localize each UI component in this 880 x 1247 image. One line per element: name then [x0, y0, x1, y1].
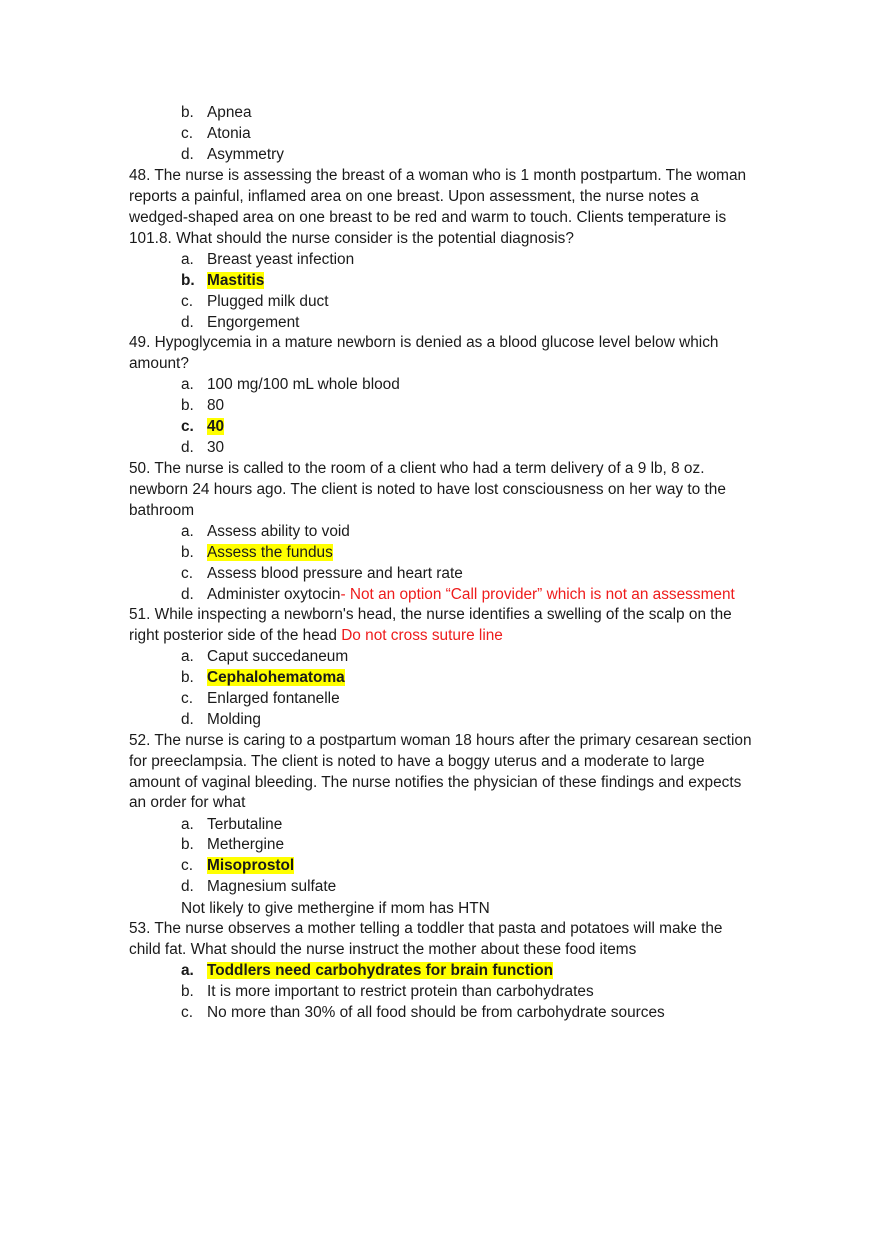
q49-option-b: b. 80 [181, 397, 225, 414]
q52-option-c-correct: c. Misoprostol [181, 857, 295, 874]
question-52-line-2: for preeclampsia. The client is noted to have a boggy uterus and a moderate to large [129, 753, 705, 770]
question-52-line-1: 52. The nurse is caring to a postpartum woman 18 hours after the primary cesarean section [129, 732, 752, 749]
question-48-line-3: wedged-shaped area on one breast to be red and warm to touch. Clients temperature is [129, 209, 727, 226]
answer-highlight: Assess the fundus [207, 544, 333, 561]
q52-option-d: d. Magnesium sulfate [181, 878, 337, 895]
answer-highlight: Mastitis [207, 272, 265, 289]
q53-option-a-correct: a. Toddlers need carbohydrates for brain function [181, 962, 554, 979]
answer-highlight: Cephalohematoma [207, 669, 345, 686]
q48-option-b-correct: b. Mastitis [181, 272, 265, 289]
q50-option-c: c. Assess blood pressure and heart rate [181, 565, 463, 582]
question-50-line-1: 50. The nurse is called to the room of a client who had a term delivery of a 9 lb, 8 oz. [129, 460, 705, 477]
q52-option-a: a. Terbutaline [181, 816, 283, 833]
q49-option-c-correct: c. 40 [181, 418, 225, 435]
answer-highlight: 40 [207, 418, 225, 435]
question-53-line-2: child fat. What should the nurse instruct the mother about these food items [129, 941, 637, 958]
answer-highlight: Misoprostol [207, 857, 295, 874]
option-c: c. Atonia [181, 125, 251, 142]
q48-option-a: a. Breast yeast infection [181, 251, 355, 268]
question-51-line-1: 51. While inspecting a newborn's head, the nurse identifies a swelling of the scalp on the [129, 606, 732, 623]
q48-option-d: d. Engorgement [181, 314, 300, 331]
q51-option-c: c. Enlarged fontanelle [181, 690, 340, 707]
question-49-line-1: 49. Hypoglycemia in a mature newborn is denied as a blood glucose level below which [129, 334, 719, 351]
q50-option-d: d. Administer oxytocin- Not an option “Call provider” which is not an assessment [181, 586, 735, 603]
q52-note: Not likely to give methergine if mom has HTN [181, 900, 490, 917]
question-52-line-3: amount of vaginal bleeding. The nurse notifies the physician of these findings and expects [129, 774, 742, 791]
q51-option-d: d. Molding [181, 711, 261, 728]
option-b: b. Apnea [181, 104, 252, 121]
question-48-line-1: 48. The nurse is assessing the breast of a woman who is 1 month postpartum. The woman [129, 167, 747, 184]
q48-option-c: c. Plugged milk duct [181, 293, 329, 310]
q49-option-a: a. 100 mg/100 mL whole blood [181, 376, 400, 393]
question-53-line-1: 53. The nurse observes a mother telling a toddler that pasta and potatoes will make the [129, 920, 723, 937]
question-50-line-3: bathroom [129, 502, 195, 519]
q53-option-b: b. It is more important to restrict protein than carbohydrates [181, 983, 594, 1000]
q53-option-c: c. No more than 30% of all food should be from carbohydrate sources [181, 1004, 665, 1021]
question-48-line-4: 101.8. What should the nurse consider is the potential diagnosis? [129, 230, 574, 247]
q51-option-a: a. Caput succedaneum [181, 648, 349, 665]
question-49-line-2: amount? [129, 355, 189, 372]
q50-option-a: a. Assess ability to void [181, 523, 350, 540]
question-51-line-2: right posterior side of the head Do not cross suture line [129, 627, 503, 644]
question-48-line-2: reports a painful, inflamed area on one breast. Upon assessment, the nurse notes a [129, 188, 699, 205]
q52-option-b: b. Methergine [181, 836, 284, 853]
q50-option-b-correct: b. Assess the fundus [181, 544, 333, 561]
q49-option-d: d. 30 [181, 439, 225, 456]
answer-highlight: Toddlers need carbohydrates for brain function [207, 962, 554, 979]
option-d: d. Asymmetry [181, 146, 284, 163]
q51-option-b-correct: b. Cephalohematoma [181, 669, 345, 686]
q51-note: Do not cross suture line [341, 627, 503, 644]
q50-note: - Not an option “Call provider” which is not an assessment [340, 586, 735, 603]
question-52-line-4: an order for what [129, 794, 246, 811]
question-50-line-2: newborn 24 hours ago. The client is noted to have lost consciousness on her way to the [129, 481, 726, 498]
